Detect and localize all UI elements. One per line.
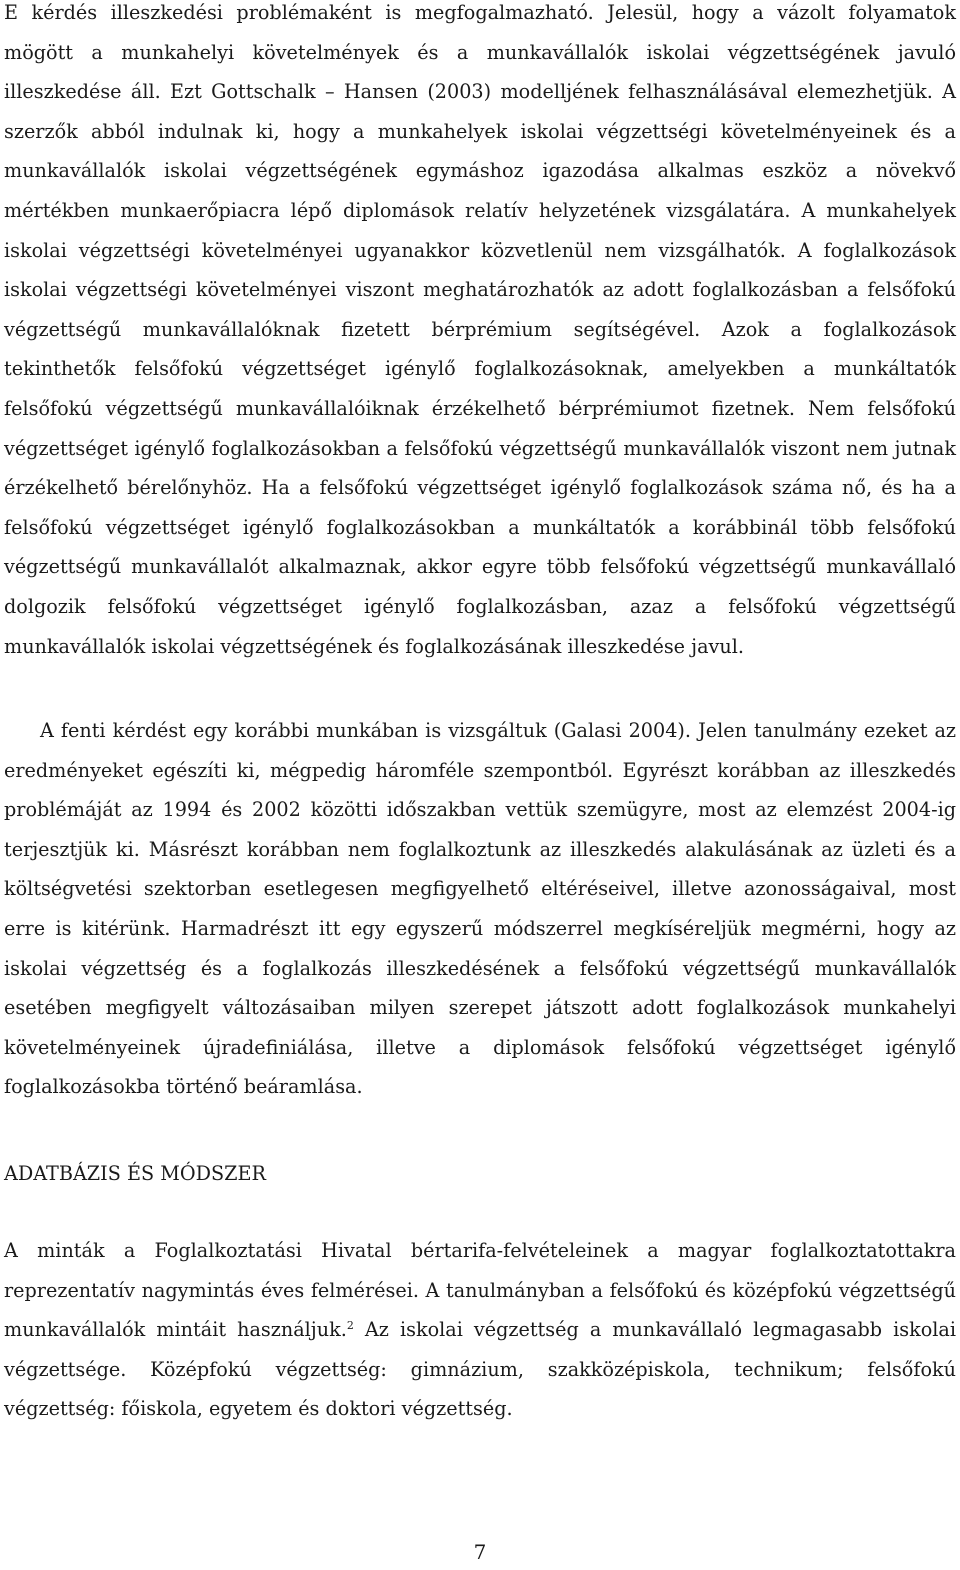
body-paragraph-1: E kérdés illeszkedési problémaként is megfogalmazható. Jelesül, hogy a vázolt folyamatok mögött a munkahelyi követelmények és a munkavállalók iskolai végzettségének javuló illeszkedése áll. Ezt Gottschalk – Hansen (2003) modelljének felhasználásával elemezhetjük. A szerzők abból indulnak ki, hogy a munkahelyek iskolai végzettségi követelményeinek és a munkavállalók iskolai végzettségének egymáshoz igazodása alkalmas eszköz a növekvő mértékben munkaerőpiacra lépő diplomások relatív helyzetének vizsgálatára. A munkahelyek iskolai végzettségi követelményei ugyanakkor közvetlenül nem vizsgálhatók. A foglalkozások iskolai végzettségi követelményei viszont meghatározhatók az adott foglalkozásban a felsőfokú végzettségű munkavállalóknak fizetett bérprémium segítségével. Azok a foglalkozások tekinthetők felsőfokú végzettséget igénylő foglalkozásoknak, amelyekben a munkáltatók felsőfokú végzettségű munkavállalóiknak érzékelhető bérprémiumot fizetnek. Nem felsőfokú végzettséget igénylő foglalkozásokban a felsőfokú végzettségű munkavállalók viszont nem jutnak érzékelhető bérelőnyhöz. Ha a felsőfokú végzettséget igénylő foglalkozások száma nő, és ha a felsőfokú végzettséget igénylő foglalkozásokban a munkáltatók a korábbinál több felsőfokú végzettségű munkavállalót alkalmaznak, akkor egyre több felsőfokú végzettségű munkavállaló dolgozik felsőfokú végzettséget igénylő foglalkozásban, azaz a felsőfokú végzettségű munkavállalók iskolai végzettségének és foglalkozásának illeszkedése javul. (4, 1, 956, 658)
paragraph-3-text-end: Az iskolai végzettség a munkavállaló legmagasabb iskolai végzettsége. Középfokú végzettség: gimnázium, szakközépiskola, technikum; felsőfokú végzettség: főiskola, egyetem és doktori végzettség. (4, 1318, 956, 1421)
section-heading: ADATBÁZIS ÉS MÓDSZER (4, 1162, 266, 1185)
paragraph-3-text-start: A minták a Foglalkoztatási Hivatal bértarifa-felvételeinek a magyar foglalkoztatottakra reprezentatív nagymintás éves felmérései. A tanulmányban a felsőfokú és középfokú végzettségű munkavállalók mintáit használjuk. (4, 1239, 956, 1342)
footnote-marker[interactable]: 2 (346, 1319, 354, 1333)
page-number: 7 (473, 1540, 487, 1564)
body-paragraph-2: A fenti kérdést egy korábbi munkában is vizsgáltuk (Galasi 2004). Jelen tanulmány ezeket az eredményeket egészíti ki, mégpedig háromféle szempontból. Egyrészt korábban az illeszkedés problémáját az 1994 és 2002 közötti időszakban vettük szemügyre, most az elemzést 2004-ig terjesztjük ki. Másrészt korábban nem foglalkoztunk az illeszkedés alakulásának az üzleti és a költségvetési szektorban esetlegesen megfigyelhető eltéréseivel, illetve azonosságaival, most erre is kitérünk. Harmadrészt itt egy egyszerű módszerrel megkíséreljük megmérni, hogy az iskolai végzettség és a foglalkozás illeszkedésének a felsőfokú végzettségű munkavállalók esetében megfigyelt változásaiban milyen szerepet játszott adott foglalkozások munkahelyi követelményeinek újradefiniálása, illetve a diplomások felsőfokú végzettséget igénylő foglalkozásokba történő beáramlása. (4, 719, 956, 1099)
body-paragraph-3 (4, 1231, 956, 1429)
